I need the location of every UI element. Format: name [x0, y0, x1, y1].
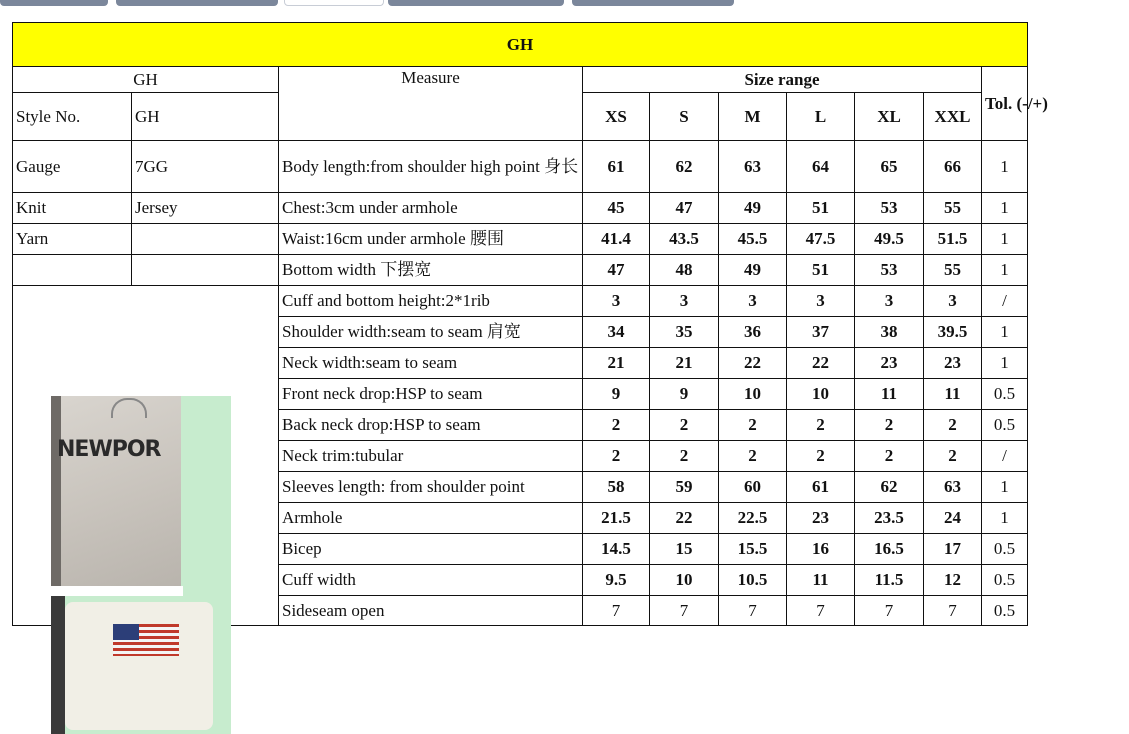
value-cell-l: 16: [787, 534, 855, 565]
value-cell-xl: 23.5: [855, 503, 924, 534]
measure-cell: Sideseam open: [279, 596, 583, 626]
value-cell-s: 62: [650, 141, 719, 193]
tol-cell: 0.5: [982, 410, 1028, 441]
value-cell-xxl: 3: [924, 286, 982, 317]
value-cell-s: 3: [650, 286, 719, 317]
sheet-tab-1[interactable]: [0, 0, 108, 6]
table-row: [13, 286, 1028, 317]
value-cell-s: 47: [650, 193, 719, 224]
value-cell-l: 47.5: [787, 224, 855, 255]
size-range-header: Size range: [583, 67, 982, 93]
measure-cell: Body length:from shoulder high point 身长: [279, 141, 583, 193]
value-cell-s: 22: [650, 503, 719, 534]
value-cell-xxl: 55: [924, 193, 982, 224]
value-cell-l: 64: [787, 141, 855, 193]
tol-cell: 0.5: [982, 534, 1028, 565]
value-cell-l: 3: [787, 286, 855, 317]
measure-cell: Chest:3cm under armhole: [279, 193, 583, 224]
tol-cell: 0.5: [982, 379, 1028, 410]
measure-cell: Sleeves length: from shoulder point: [279, 472, 583, 503]
value-cell-xxl: 24: [924, 503, 982, 534]
value-cell-xs: 61: [583, 141, 650, 193]
info-blank-value: [132, 255, 279, 286]
value-cell-xxl: 23: [924, 348, 982, 379]
value-cell-xxl: 7: [924, 596, 982, 626]
tol-cell: 1: [982, 472, 1028, 503]
value-cell-m: 22.5: [719, 503, 787, 534]
info-knit-value: Jersey: [132, 193, 279, 224]
value-cell-m: 10.5: [719, 565, 787, 596]
info-yarn-value: [132, 224, 279, 255]
sheet-tab-active[interactable]: [284, 0, 384, 6]
value-cell-xxl: 2: [924, 441, 982, 472]
size-header-l: L: [787, 93, 855, 141]
value-cell-s: 10: [650, 565, 719, 596]
info-yarn-label: Yarn: [13, 224, 132, 255]
style-no-value: GH: [132, 93, 279, 141]
measure-cell: Cuff width: [279, 565, 583, 596]
measure-cell: Shoulder width:seam to seam 肩宽: [279, 317, 583, 348]
value-cell-xxl: 2: [924, 410, 982, 441]
value-cell-xxl: 12: [924, 565, 982, 596]
tol-cell: 0.5: [982, 596, 1028, 626]
value-cell-xs: 45: [583, 193, 650, 224]
info-blank-label: [13, 255, 132, 286]
value-cell-xs: 41.4: [583, 224, 650, 255]
sheet-title: GH: [13, 23, 1028, 67]
value-cell-m: 63: [719, 141, 787, 193]
value-cell-xxl: 55: [924, 255, 982, 286]
value-cell-xxl: 66: [924, 141, 982, 193]
tol-cell: /: [982, 441, 1028, 472]
value-cell-xs: 34: [583, 317, 650, 348]
size-header-xl: XL: [855, 93, 924, 141]
size-header-xs: XS: [583, 93, 650, 141]
measure-cell: Neck width:seam to seam: [279, 348, 583, 379]
value-cell-xxl: 11: [924, 379, 982, 410]
photo-area: [13, 286, 279, 626]
tab-bar: [0, 0, 1129, 8]
value-cell-l: 22: [787, 348, 855, 379]
sweater-photo-front: [51, 396, 183, 586]
measure-cell: Bicep: [279, 534, 583, 565]
value-cell-s: 7: [650, 596, 719, 626]
value-cell-xxl: 39.5: [924, 317, 982, 348]
value-cell-l: 23: [787, 503, 855, 534]
value-cell-xl: 49.5: [855, 224, 924, 255]
info-knit-label: Knit: [13, 193, 132, 224]
value-cell-l: 7: [787, 596, 855, 626]
size-header-s: S: [650, 93, 719, 141]
value-cell-xs: 7: [583, 596, 650, 626]
value-cell-m: 49: [719, 255, 787, 286]
tol-cell: 1: [982, 141, 1028, 193]
table-row: [13, 255, 1028, 286]
measure-cell: Back neck drop:HSP to seam: [279, 410, 583, 441]
tol-cell: 0.5: [982, 565, 1028, 596]
value-cell-xxl: 63: [924, 472, 982, 503]
tol-cell: /: [982, 286, 1028, 317]
measure-cell: Waist:16cm under armhole 腰围: [279, 224, 583, 255]
measure-cell: Neck trim:tubular: [279, 441, 583, 472]
value-cell-m: 22: [719, 348, 787, 379]
measure-cell: Front neck drop:HSP to seam: [279, 379, 583, 410]
value-cell-xl: 2: [855, 441, 924, 472]
value-cell-xs: 58: [583, 472, 650, 503]
value-cell-m: 2: [719, 410, 787, 441]
value-cell-xl: 7: [855, 596, 924, 626]
value-cell-xl: 11: [855, 379, 924, 410]
table-row: [13, 224, 1028, 255]
value-cell-xs: 2: [583, 441, 650, 472]
style-no-label: Style No.: [13, 93, 132, 141]
info-gh-label: GH: [13, 67, 279, 93]
value-cell-m: 2: [719, 441, 787, 472]
value-cell-l: 37: [787, 317, 855, 348]
value-cell-l: 11: [787, 565, 855, 596]
value-cell-xl: 11.5: [855, 565, 924, 596]
tol-cell: 1: [982, 255, 1028, 286]
value-cell-xs: 47: [583, 255, 650, 286]
tol-cell: 1: [982, 317, 1028, 348]
spec-sheet-table: [12, 22, 1048, 626]
measure-header: Measure: [279, 67, 583, 141]
info-gauge-value: 7GG: [132, 141, 279, 193]
value-cell-m: 45.5: [719, 224, 787, 255]
table-row: [13, 141, 1028, 193]
value-cell-xl: 2: [855, 410, 924, 441]
value-cell-xs: 3: [583, 286, 650, 317]
tol-cell: 1: [982, 224, 1028, 255]
tol-cell: 1: [982, 193, 1028, 224]
value-cell-l: 51: [787, 255, 855, 286]
value-cell-xl: 62: [855, 472, 924, 503]
value-cell-xl: 53: [855, 255, 924, 286]
measure-cell: Cuff and bottom height:2*1rib: [279, 286, 583, 317]
info-gauge-label: Gauge: [13, 141, 132, 193]
tol-cell: 1: [982, 503, 1028, 534]
sheet-tab-4[interactable]: [388, 0, 564, 6]
value-cell-xl: 53: [855, 193, 924, 224]
value-cell-l: 10: [787, 379, 855, 410]
value-cell-m: 15.5: [719, 534, 787, 565]
value-cell-xl: 3: [855, 286, 924, 317]
value-cell-xl: 65: [855, 141, 924, 193]
measure-cell: Bottom width 下摆宽: [279, 255, 583, 286]
value-cell-xs: 14.5: [583, 534, 650, 565]
value-cell-xl: 23: [855, 348, 924, 379]
value-cell-l: 51: [787, 193, 855, 224]
table-row: [13, 193, 1028, 224]
measure-cell: Armhole: [279, 503, 583, 534]
value-cell-l: 2: [787, 410, 855, 441]
value-cell-l: 2: [787, 441, 855, 472]
value-cell-s: 15: [650, 534, 719, 565]
value-cell-l: 61: [787, 472, 855, 503]
value-cell-s: 59: [650, 472, 719, 503]
value-cell-xxl: 17: [924, 534, 982, 565]
tol-cell: 1: [982, 348, 1028, 379]
value-cell-xs: 21: [583, 348, 650, 379]
value-cell-s: 2: [650, 441, 719, 472]
value-cell-s: 21: [650, 348, 719, 379]
value-cell-s: 35: [650, 317, 719, 348]
value-cell-m: 3: [719, 286, 787, 317]
value-cell-m: 7: [719, 596, 787, 626]
value-cell-s: 9: [650, 379, 719, 410]
size-header-m: M: [719, 93, 787, 141]
value-cell-xl: 16.5: [855, 534, 924, 565]
value-cell-xxl: 51.5: [924, 224, 982, 255]
tol-header: Tol. (-/+): [982, 67, 1028, 141]
value-cell-xs: 9: [583, 379, 650, 410]
value-cell-m: 49: [719, 193, 787, 224]
value-cell-m: 36: [719, 317, 787, 348]
value-cell-s: 48: [650, 255, 719, 286]
value-cell-xs: 21.5: [583, 503, 650, 534]
sweater-photo-flag: [51, 596, 231, 734]
value-cell-xl: 38: [855, 317, 924, 348]
value-cell-xs: 2: [583, 410, 650, 441]
sweater-print-text: NEWPOR: [57, 436, 161, 462]
value-cell-m: 60: [719, 472, 787, 503]
value-cell-xs: 9.5: [583, 565, 650, 596]
value-cell-s: 43.5: [650, 224, 719, 255]
value-cell-s: 2: [650, 410, 719, 441]
sheet-tab-5[interactable]: [572, 0, 734, 6]
value-cell-m: 10: [719, 379, 787, 410]
size-header-xxl: XXL: [924, 93, 982, 141]
sheet-tab-2[interactable]: [116, 0, 278, 6]
